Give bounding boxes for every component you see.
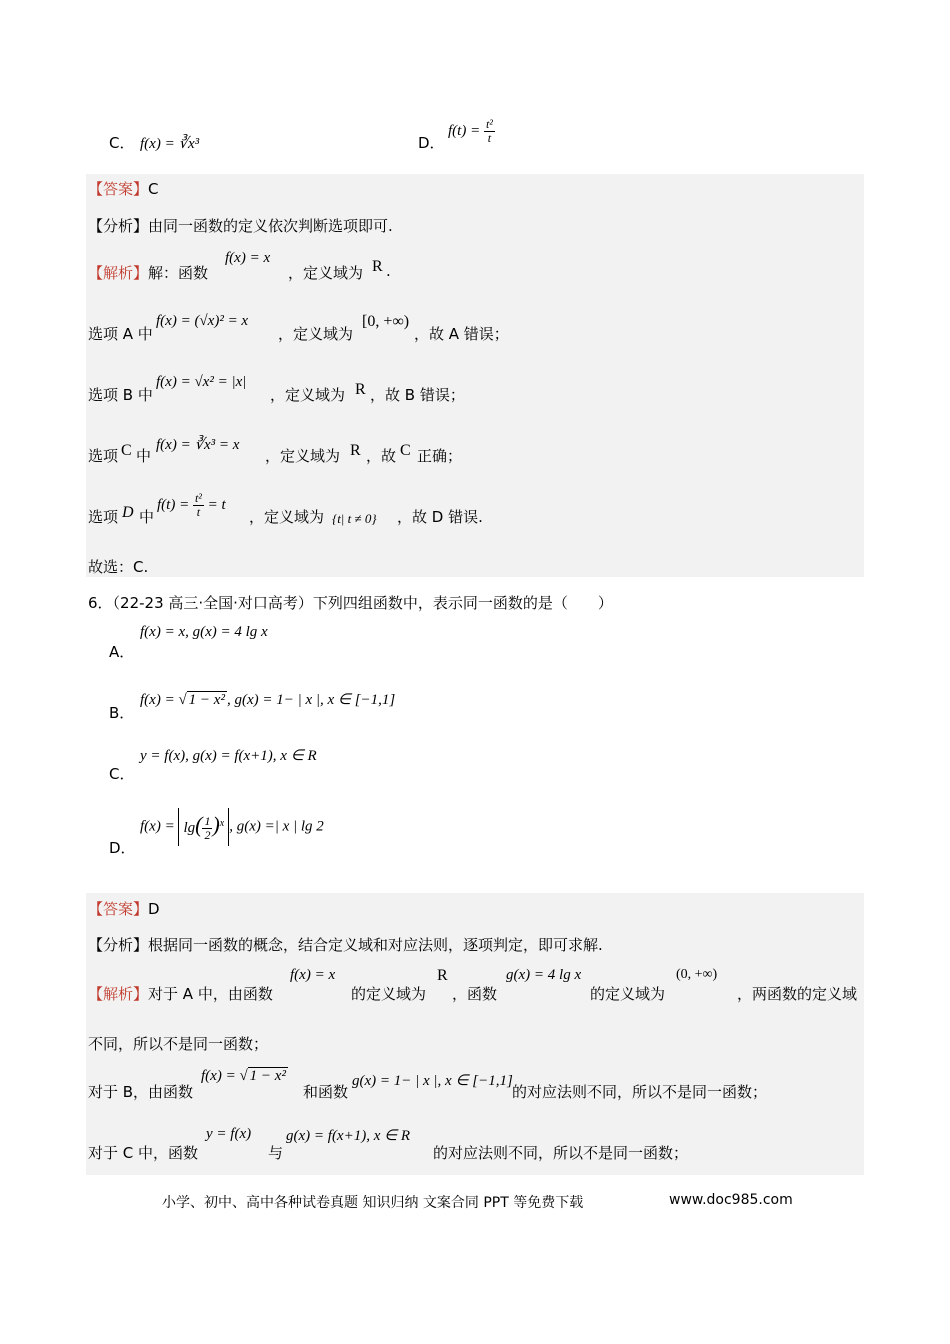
- line-c-letter2: C: [400, 442, 411, 459]
- q6-option-b-label: B．: [109, 704, 135, 722]
- q6-l3-b: 和函数: [303, 1083, 349, 1101]
- q6-l1-r: R: [437, 967, 448, 984]
- q6-l1-formula1: f(x) = x: [290, 967, 336, 983]
- q6-option-b-formula: f(x) = √ 1 − x² , g(x) = 1− | x |, x ∈ [−1,1]: [140, 692, 396, 708]
- jiexi-formula: f(x) = x: [225, 250, 271, 266]
- jiexi-domain-r: R: [372, 258, 383, 275]
- footer-text: 小学、初中、高中各种试卷真题 知识归纳 文案合同 PPT 等免费下载: [162, 1195, 584, 1211]
- q6-l1-e: ，两函数的定义域: [737, 985, 858, 1003]
- option-c-formula: f(x) = ∛x³: [140, 136, 200, 152]
- line-d-letter: D: [122, 504, 134, 521]
- line-b-end: ，故 B 错误；: [370, 386, 465, 404]
- line-b-prefix: 选项 B 中: [88, 386, 153, 404]
- line-c-domain: R: [350, 442, 361, 459]
- line-c-zhong: 中: [136, 447, 152, 465]
- line-a-mid: ，定义域为: [278, 325, 354, 343]
- q6-l1-d: 的定义域为: [590, 985, 666, 1003]
- q6-l1-b: 的定义域为: [351, 985, 427, 1003]
- q6-l3-a: 对于 B，由函数: [88, 1083, 194, 1101]
- line-a-formula: f(x) = (√x)² = x: [156, 313, 249, 329]
- line-d-prefix: 选项: [88, 508, 119, 526]
- q6-l3-formula1: f(x) = √ 1 − x²: [201, 1068, 286, 1084]
- option-d-label: D．: [418, 134, 445, 152]
- q6-jiexi-line: 【解析】对于 A 中，由函数: [88, 985, 273, 1003]
- q6-l1-c: ，函数: [452, 985, 498, 1003]
- q6-l4-formula2: g(x) = f(x+1), x ∈ R: [286, 1128, 411, 1144]
- line-d-mid: ，定义域为: [249, 508, 325, 526]
- q6-l4-a: 对于 C 中，函数: [88, 1144, 199, 1162]
- q6-l2: 不同，所以不是同一函数；: [88, 1035, 269, 1053]
- q6-option-c-formula: y = f(x), g(x) = f(x+1), x ∈ R: [140, 748, 317, 764]
- line-a-prefix: 选项 A 中: [88, 325, 153, 343]
- line-b-domain: R: [355, 381, 366, 398]
- jiexi-period: .: [386, 262, 391, 280]
- q6-l4-b: 与: [268, 1144, 284, 1162]
- option-d-formula: f(t) = $\frac{\text{t²}}{t}$: [448, 117, 493, 146]
- q6-option-d-formula: f(x) = lg( $\frac{1}{2}$ )$^x$ , g(x) =| x | lg 2: [140, 808, 324, 846]
- q6-option-a-label: A．: [109, 643, 135, 661]
- line-c-gu: ，故: [366, 447, 397, 465]
- option-c-label: C．: [109, 134, 135, 152]
- footer-url[interactable]: www.doc985.com: [669, 1192, 793, 1208]
- q6-option-d-label: D．: [109, 839, 136, 857]
- line-c-letter: C: [121, 442, 132, 459]
- line-d-zhong: 中: [139, 508, 155, 526]
- q6-l3-c: 的对应法则不同，所以不是同一函数；: [512, 1083, 768, 1101]
- q6-option-a-formula: f(x) = x, g(x) = 4 lg x: [140, 624, 268, 640]
- q6-l1-domain: (0, +∞): [676, 967, 718, 982]
- q6-analysis-line: 【分析】根据同一函数的概念，结合定义域和对应法则，逐项判定，即可求解.: [88, 936, 603, 954]
- jiexi-domain-text: ，定义域为: [288, 264, 364, 282]
- q6-l3-formula2: g(x) = 1− | x |, x ∈ [−1,1]: [352, 1073, 513, 1089]
- answer-line: 【答案】C: [88, 180, 159, 198]
- line-c-prefix: 选项: [88, 447, 119, 465]
- q6-answer-line: 【答案】D: [88, 900, 160, 918]
- q6-l4-c: 的对应法则不同，所以不是同一函数；: [433, 1144, 689, 1162]
- line-b-formula: f(x) = √x² = |x|: [156, 374, 247, 390]
- line-a-end: ，故 A 错误；: [414, 325, 509, 343]
- jiexi-line: 【解析】解：函数: [88, 264, 209, 282]
- analysis-line: 【分析】由同一函数的定义依次判断选项即可.: [88, 217, 393, 235]
- line-c-formula: f(x) = ∛x³ = x: [156, 437, 240, 453]
- conclusion-line: 故选：C.: [88, 558, 149, 576]
- line-d-domain: {t| t ≠ 0}: [332, 511, 377, 526]
- line-d-formula: f(t) = $\frac{\text{t²}}{t}$ = t: [157, 491, 226, 520]
- line-a-domain: [0, +∞): [362, 313, 410, 330]
- q6-l1-formula2: g(x) = 4 lg x: [506, 967, 582, 983]
- q6-option-c-label: C．: [109, 765, 135, 783]
- q6-l4-formula1: y = f(x): [206, 1126, 252, 1142]
- line-c-end: 正确；: [417, 447, 463, 465]
- line-b-mid: ，定义域为: [270, 386, 346, 404]
- line-c-mid: ，定义域为: [265, 447, 341, 465]
- question-6-stem: 6．（22-23 高三·全国·对口高考）下列四组函数中，表示同一函数的是（ ）: [88, 594, 613, 612]
- line-d-end: ，故 D 错误.: [397, 508, 483, 526]
